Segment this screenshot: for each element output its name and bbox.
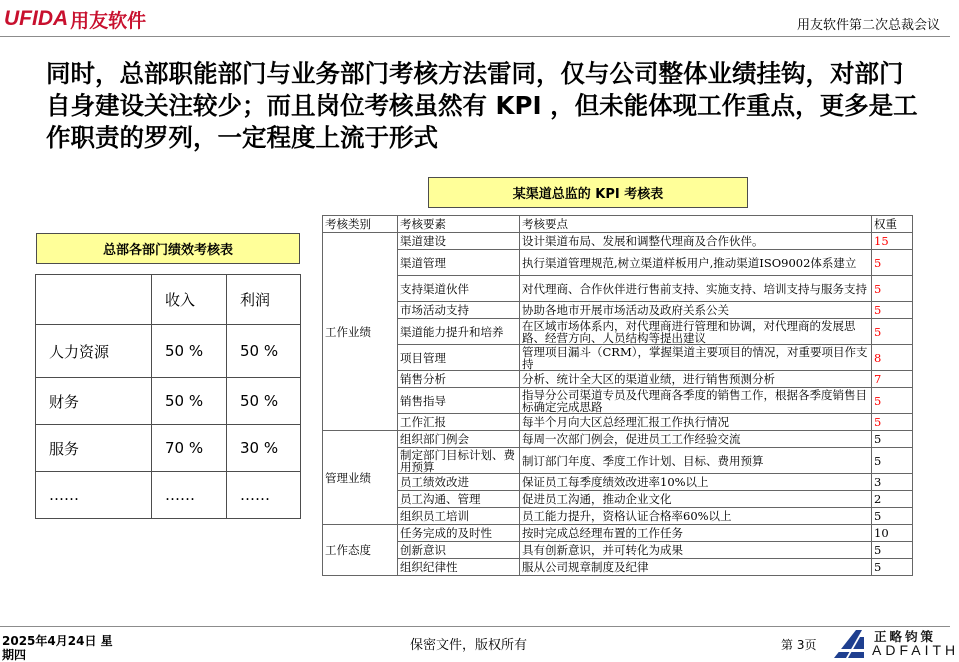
perf-dept-name: 财务 [36,378,152,425]
kpi-key-point: 执行渠道管理规范,树立渠道样板用户,推动渠道ISO9002体系建立 [520,250,872,276]
kpi-key-point: 每周一次部门例会，促进员工工作经验交流 [520,431,872,448]
kpi-col-header: 考核要点 [520,216,872,233]
kpi-element: 市场活动支持 [398,302,520,319]
perf-col-header: 收入 [152,275,227,325]
meeting-title: 用友软件第二次总裁会议 [796,18,940,33]
perf-share-value: 50 % [152,325,227,378]
brand-english-text: ADFAITH [872,642,959,658]
perf-share-value: …… [227,472,301,519]
perf-table-row [36,378,301,425]
kpi-weight: 5 [872,250,913,276]
kpi-element: 创新意识 [398,542,520,559]
kpi-weight: 5 [872,276,913,302]
kpi-table-row [323,431,913,448]
kpi-key-point: 具有创新意识，并可转化为成果 [520,542,872,559]
kpi-table-row [323,233,913,250]
footer-date: 2025年4月24日 星期四 [2,634,113,662]
kpi-table-row [323,491,913,508]
kpi-category: 工作态度 [323,525,398,576]
kpi-key-point: 员工能力提升，资格认证合格率60%以上 [520,508,872,525]
kpi-element: 销售分析 [398,371,520,388]
kpi-key-point: 在区域市场体系内，对代理商进行管理和协调，对代理商的发展思路、经营方向、人员结构等提出建议 [520,319,872,345]
kpi-key-point: 服从公司规章制度及纪律 [520,559,872,576]
kpi-col-header: 考核类别 [323,216,398,233]
kpi-element: 渠道建设 [398,233,520,250]
kpi-element: 工作汇报 [398,414,520,431]
perf-table-row [36,425,301,472]
kpi-element: 员工绩效改进 [398,474,520,491]
kpi-table-row [323,388,913,414]
kpi-element: 渠道能力提升和培养 [398,319,520,345]
kpi-weight: 15 [872,233,913,250]
perf-share-value: 50 % [227,325,301,378]
kpi-table-row [323,345,913,371]
kpi-weight: 5 [872,559,913,576]
hq-dept-performance-table [35,274,301,519]
kpi-weight: 5 [872,302,913,319]
kpi-table-row [323,414,913,431]
kpi-weight: 5 [872,388,913,414]
kpi-element: 渠道管理 [398,250,520,276]
kpi-table-row [323,474,913,491]
kpi-table-row [323,371,913,388]
kpi-table-label: 某渠道总监的 KPI 考核表 [428,177,748,208]
kpi-weight: 10 [872,525,913,542]
kpi-table-row [323,542,913,559]
kpi-weight: 5 [872,448,913,474]
kpi-key-point: 设计渠道布局、发展和调整代理商及合作伙伴。 [520,233,872,250]
kpi-element: 员工沟通、管理 [398,491,520,508]
kpi-table-row [323,276,913,302]
perf-dept-name: 人力资源 [36,325,152,378]
kpi-table-row [323,319,913,345]
kpi-key-point: 对代理商、合作伙伴进行售前支持、实施支持、培训支持与服务支持 [520,276,872,302]
kpi-element: 销售指导 [398,388,520,414]
kpi-key-point: 协助各地市开展市场活动及政府关系公关 [520,302,872,319]
kpi-weight: 5 [872,508,913,525]
kpi-key-point: 每半个月向大区总经理汇报工作执行情况 [520,414,872,431]
kpi-element: 支持渠道伙伴 [398,276,520,302]
perf-header-row [36,275,301,325]
confidential-notice: 保密文件，版权所有 [410,638,528,653]
kpi-element: 制定部门目标计划、费用预算 [398,448,520,474]
footer-divider [0,626,950,627]
kpi-col-header: 考核要素 [398,216,520,233]
header-divider [0,36,950,37]
kpi-category: 管理业绩 [323,431,398,525]
perf-col-header: 利润 [227,275,301,325]
kpi-table-row [323,508,913,525]
kpi-weight: 8 [872,345,913,371]
kpi-weight: 5 [872,431,913,448]
kpi-table-row [323,525,913,542]
logo-latin-text: UFIDA [4,7,69,30]
kpi-element: 项目管理 [398,345,520,371]
kpi-key-point: 管理项目漏斗（CRM），掌握渠道主要项目的情况，对重要项目作支持 [520,345,872,371]
kpi-key-point: 指导分公司渠道专员及代理商各季度的销售工作，根据各季度销售目标确定完成思路 [520,388,872,414]
kpi-weight: 3 [872,474,913,491]
kpi-table-row [323,448,913,474]
perf-dept-name: …… [36,472,152,519]
kpi-table-row [323,559,913,576]
kpi-header-row [323,216,913,233]
kpi-key-point: 制订部门年度、季度工作计划、目标、费用预算 [520,448,872,474]
perf-share-value: 70 % [152,425,227,472]
logo-chinese-text: 用友软件 [70,9,147,32]
kpi-table-row [323,302,913,319]
perf-table-row [36,325,301,378]
hq-dept-table-label: 总部各部门绩效考核表 [36,233,300,264]
slide-headline: 同时，总部职能部门与业务部门考核方法雷同，仅与公司整体业绩挂钩，对部门自身建设关注较少；而且岗位考核虽然有 KPI ，但未能体现工作重点，更多是工作职责的罗列，一定程度上流于形式 [46,59,918,152]
kpi-key-point: 保证员工每季度绩效改进率10%以上 [520,474,872,491]
kpi-weight: 7 [872,371,913,388]
perf-share-value: 50 % [152,378,227,425]
kpi-element: 组织纪律性 [398,559,520,576]
perf-share-value: …… [152,472,227,519]
adfaith-mark-icon [834,629,868,658]
kpi-weight: 5 [872,414,913,431]
perf-share-value: 50 % [227,378,301,425]
brand-chinese-text: 正略钧策 [874,629,937,644]
kpi-key-point: 分析、统计全大区的渠道业绩，进行销售预测分析 [520,371,872,388]
perf-col-header [36,275,152,325]
kpi-element: 组织部门例会 [398,431,520,448]
channel-director-kpi-table [322,215,913,576]
page-number: 第 3页 [781,638,817,652]
perf-dept-name: 服务 [36,425,152,472]
kpi-key-point: 促进员工沟通，推动企业文化 [520,491,872,508]
perf-share-value: 30 % [227,425,301,472]
kpi-element: 任务完成的及时性 [398,525,520,542]
kpi-col-header: 权重 [872,216,913,233]
kpi-table-row [323,250,913,276]
ufida-logo [4,6,146,32]
kpi-element: 组织员工培训 [398,508,520,525]
kpi-key-point: 按时完成总经理布置的工作任务 [520,525,872,542]
kpi-category: 工作业绩 [323,233,398,431]
kpi-weight: 5 [872,542,913,559]
adfaith-logo [826,627,959,658]
kpi-weight: 2 [872,491,913,508]
kpi-weight: 5 [872,319,913,345]
perf-table-row [36,472,301,519]
